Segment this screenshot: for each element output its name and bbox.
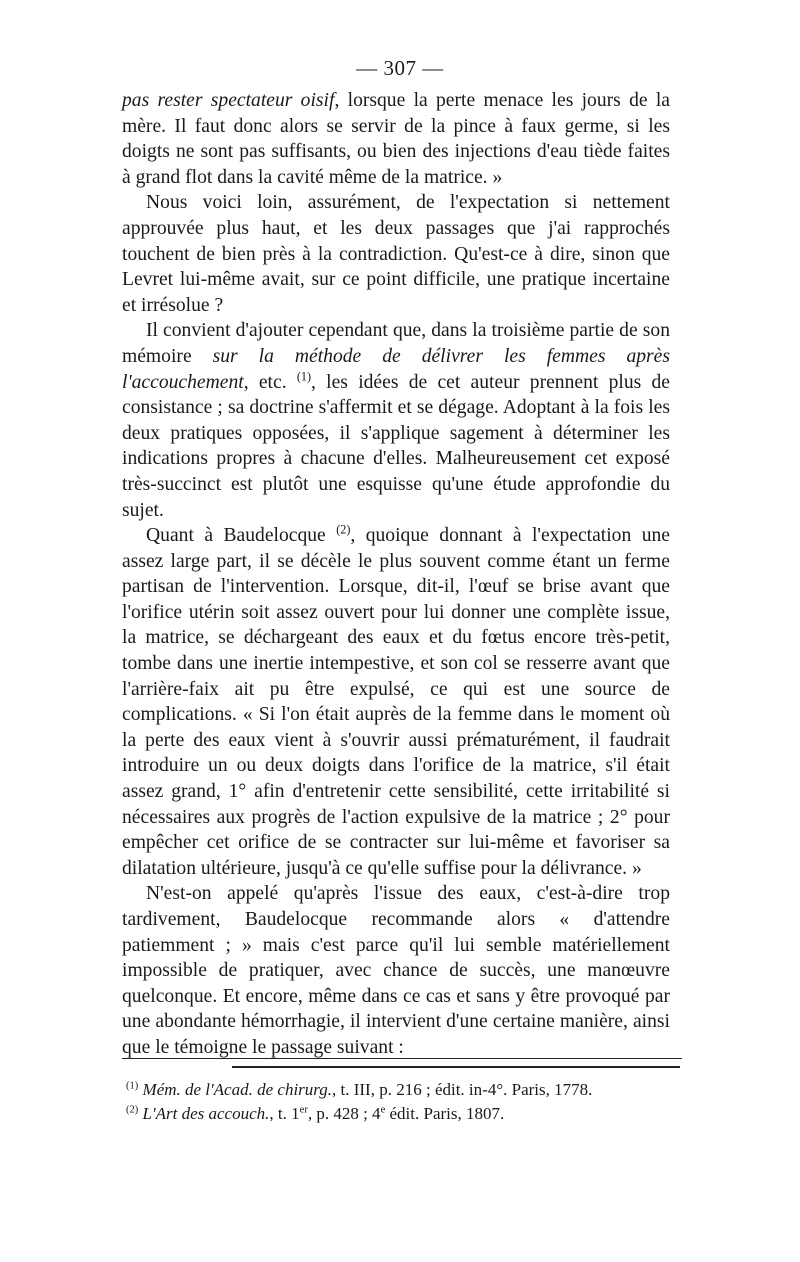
page-number: — 307 — [356,56,444,80]
text-span: Mém. de l'Acad. de chirurg. [142,1080,333,1099]
paragraph-levret-contradiction [122,190,670,318]
text-span: N'est-on appelé qu'après l'issue des eaux, c'est-à-dire trop tardivement, Baudelocque recommande alors « d'attendre patiemment ; » mais c'est parce qu'il lui semble matériellement impossible de pratiquer, avec chance de succès, une manœuvre quelconque. Et encore, même dans ce cas et sans y être provoqué par une abondante hémorrhagie, il intervient d'une certaine manière, ainsi que le témoigne le passage suivant : [122,883,670,1058]
footnote-ref: (2) [336,522,351,537]
text-span: e [380,1104,386,1116]
paragraph-baudelocque [122,523,670,881]
text-span: , les idées de cet auteur prennent plus de consistance ; sa doctrine s'affermit et se dégage. Adoptant à la fois les deux pratiques opposées, il s'applique sagement à déterminer les indications propres à chacune d'elles. Malheureusement cet exposé très-succinct est plutôt une esquisse qu'une étude approfondie du sujet. [122,371,670,521]
text-span: , quoique donnant à l'expectation une assez large part, il se décèle le plus souvent comme étant un ferme partisan de l'intervention. Lorsque, dit-il, l'œuf se brise avant que l'orifice utérin soit assez ouvert pour lui donner une complète issue, la matrice, se déchargeant des eaux et du fœtus encore très-petit, tombe dans une inertie intempestive, et son col se resserre avant que l'arrière-faix ait pu être expulsé, ce qui est une source de complications. « Si l'on était auprès de la femme dans le moment où la perte des eaux vient à s'ouvrir aussi prématurément, il faudrait introduire un ou deux doigts dans l'orifice de la matrice, s'il était assez grand, 1° afin d'entretenir cette sensibilité, cette irritabilité si nécessaires aux progrès de l'action expulsive de la matrice ; 2° pour empêcher cet orifice de se contracter sur lui-même et favoriser sa dilatation ultérieure, jusqu'à ce qu'elle suffise pour la délivrance. » [122,525,670,879]
text-span: édit. Paris, 1807. [385,1104,505,1123]
paragraph-issue-des-eaux [122,881,670,1060]
text-span: Quant à Baudelocque [146,525,337,547]
body-text [122,88,670,1061]
text-span: pas rester spectateur oisif [122,90,335,111]
footnote-separator-thick [232,1066,680,1068]
text-span: Nous voici loin, assurément, de l'expectation si nettement approuvée plus haut, et les deux passages que j'ai rapprochés touchent de bien près à la contradiction. Qu'est-ce à dire, sinon que Levret lui-même avait, sur ce point difficile, une pratique incertaine et irrésolue ? [122,192,670,316]
footnotes [126,1078,682,1126]
footnote-marker: (1) [126,1080,139,1092]
text-span: , t. 1 [269,1104,300,1123]
footnote-ref: (1) [296,369,312,383]
text-span: Il convient d'ajouter cependant que, dans la troisième partie de son mémoire [122,320,670,367]
footnote-1 [126,1078,682,1102]
paragraph-levret-memoire [122,318,670,523]
text-span: , t. III, p. 216 ; édit. in-4°. Paris, 1778. [332,1080,593,1099]
text-span: sur la méthode de délivrer les femmes après l'accouchement [122,345,670,393]
text-span: L'Art des accouch. [142,1104,270,1123]
footnote-marker: (2) [126,1104,139,1116]
text-span: , p. 428 ; 4 [307,1104,381,1123]
text-span: er [299,1104,308,1116]
footnote-separator [122,1058,682,1059]
text-span: , lorsque la perte menace les jours de la mère. Il faut donc alors se servir de la pince à faux germe, si les doigts ne sont pas suffisants, ou bien des injections d'eau tiède faites à grand flot dans la cavité même de la matrice. » [122,90,670,188]
footnote-2 [126,1102,682,1126]
text-span: , etc. [243,371,297,393]
paragraph-continuation [122,88,670,190]
